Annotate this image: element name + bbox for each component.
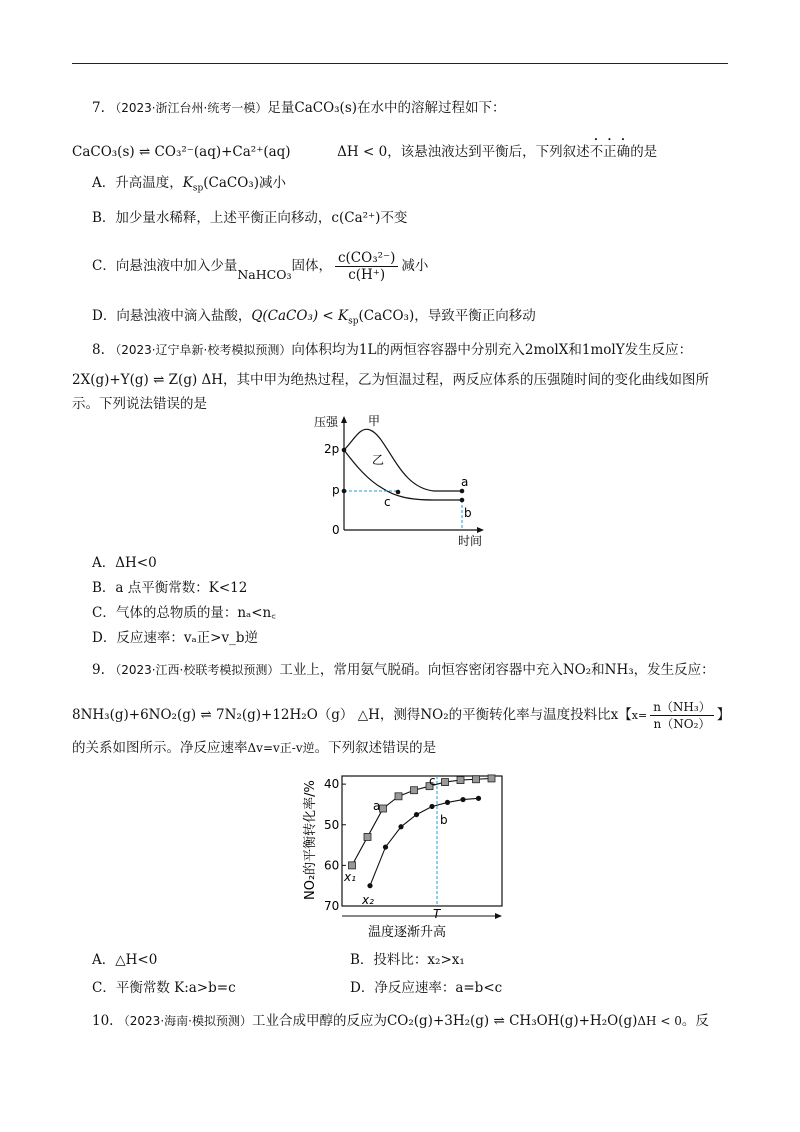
q9-option-b: B．投料比：x₂>x₁ [350, 952, 465, 968]
q7-c-fraction [335, 250, 398, 283]
q7-option-d [92, 306, 536, 332]
q9-x-arrowhead [495, 913, 502, 919]
q8-option-a: A．ΔH<0 [92, 555, 157, 571]
q9-y-tick-label: 70 [324, 899, 340, 913]
q7-c-tail: 减小 [401, 258, 429, 274]
q9-data-point-1 [488, 775, 495, 782]
q10-source: （2023·海南·模拟预测） [117, 1014, 252, 1028]
q9-data-point-2 [367, 883, 372, 888]
q8-y-arrow [341, 416, 347, 423]
q7-option-a [92, 173, 286, 199]
q9-option-d: D．净反应速率：a=b<c [350, 980, 503, 996]
q9-rate-eq: Δv=v正-v逆 [247, 741, 315, 755]
q8-point-b [460, 498, 465, 503]
q8-y-label: 压强 [314, 415, 339, 429]
q10-dh: ΔH < 0 [637, 1014, 682, 1028]
q9-series-line-1 [352, 778, 492, 865]
q9-stem3-end: 。下列叙述错误的是 [314, 740, 437, 756]
q9-data-point-1 [364, 833, 371, 840]
q7-d-math2: (CaCO₃) [358, 308, 415, 324]
q10-stem1: 工业合成甲醇的反应为 [251, 1013, 387, 1029]
q9-data-point-2 [429, 804, 434, 809]
q7-intro-b: 在水中的溶解过程如下： [357, 100, 506, 116]
q9-data-point-2 [414, 812, 419, 817]
q9-label-x1: x₁ [344, 870, 356, 884]
q8-label-jia: 甲 [368, 414, 381, 428]
q7-d-tail: ，导致平衡正向移动 [414, 308, 536, 324]
q9-stem3: 的关系如图所示。净反应速率 [72, 740, 248, 756]
q7-equation: CaCO₃(s) ⇌ CO₃²⁻(aq)+Ca²⁺(aq) [72, 144, 291, 160]
q10-tail: 。反 [681, 1013, 709, 1029]
q7-c-chem: NaHCO₃ [237, 267, 292, 282]
q7-option-b [92, 208, 407, 228]
q9-data-point-1 [395, 793, 402, 800]
q7-source: （2023·浙江台州·统考一模） [109, 101, 268, 115]
q7-line2 [72, 136, 657, 162]
q9-T-label: T [433, 907, 441, 921]
q8-stem3: 示。下列说法错误的是 [72, 396, 207, 412]
q8-pressure-graph [310, 412, 510, 550]
q9-y-tick-label: 60 [324, 858, 340, 873]
q9-frac-num: n（NH₃） [650, 699, 714, 716]
q9-option-c: C．平衡常数 K:a>b=c [92, 980, 236, 996]
q7-a-sub: sp [192, 183, 204, 194]
q9-data-point-1 [457, 777, 464, 784]
q9-number: 9. [92, 662, 105, 678]
q7-a-lead: A．升高温度， [92, 175, 183, 191]
q9-stem1: 工业上，常用氨气脱硝。向恒容密闭容器中充入NO₂和NH₃，发生反应： [279, 662, 715, 678]
q7-b-math: c(Ca²⁺) [331, 210, 381, 226]
q7-intro: 足量 [267, 100, 295, 116]
q7-number: 7. [92, 100, 105, 116]
q8-label-c: c [384, 495, 391, 509]
q9-label-x2: x₂ [362, 893, 374, 907]
q10-equation: CO₂(g)+3H₂(g) ⇌ CH₃OH(g)+H₂O(g) [386, 1013, 638, 1029]
q8-label-yi: 乙 [372, 453, 385, 467]
q9-data-point-1 [380, 805, 387, 812]
q7-d-lead: D．向悬浊液中滴入盐酸， [92, 308, 252, 324]
q8-option-c: C．气体的总物质的量：nₐ<n꜀ [92, 605, 276, 621]
q9-option-a: A．△H<0 [92, 952, 158, 968]
q7-c-mid: 固体， [291, 258, 332, 274]
q7-c-num: c(CO₃²⁻) [335, 250, 398, 267]
q9-data-point-1 [411, 787, 418, 794]
q8-label-a: a [461, 475, 469, 489]
q9-y-tick-label: 50 [324, 817, 340, 832]
q9-label-a: a [373, 799, 381, 813]
q7-c-lead: C．向悬浊液中加入少量 [92, 258, 238, 274]
q8-x-label: 时间 [458, 534, 483, 548]
q9-data-point-2 [460, 797, 465, 802]
q9-conversion-chart [290, 764, 520, 944]
q8-tick-2p: 2p [324, 442, 340, 456]
q8-stem2: 2X(g)+Y(g) ⇌ Z(g) ΔH，其中甲为绝热过程，乙为恒温过程，两反应体系的压强随时间的变化曲线如图所 [72, 372, 710, 388]
q8-tick-p: p [332, 483, 340, 497]
q9-x-eq: x= [631, 709, 648, 722]
q8-curve-yi [344, 450, 462, 500]
q9-equation: 8NH₃(g)+6NO₂(g) ⇌ 7N₂(g)+12H₂O（g） [72, 707, 354, 723]
q9-line1 [92, 660, 715, 680]
q8-start-point [342, 448, 347, 453]
q9-frac-den: n（NO₂） [653, 717, 711, 731]
q8-number: 8. [92, 342, 105, 358]
q8-source: （2023·辽宁阜新·校考模拟预测） [109, 343, 292, 357]
q7-c-den: c(H⁺) [348, 267, 386, 283]
q9-bracket-end: 】 [716, 707, 731, 723]
q7-line1 [92, 98, 506, 118]
q10-number: 10. [92, 1013, 114, 1029]
q9-fraction [650, 699, 714, 732]
q9-data-point-1 [442, 779, 449, 786]
q9-y-tick-label: 40 [324, 777, 340, 792]
q8-option-d: D．反应速率：vₐ正>v_b逆 [92, 630, 258, 646]
q7-a-tail: 减小 [258, 175, 286, 191]
q9-plot-frame [342, 776, 502, 906]
q9-x-label: 温度逐渐升高 [368, 925, 447, 940]
q9-data-point-2 [383, 844, 388, 849]
q9-stem2: △H，测得NO₂的平衡转化率与温度投料比x【 [357, 707, 632, 723]
q9-data-point-2 [398, 824, 403, 829]
q10-line1 [92, 1011, 709, 1031]
q7-stem-end: 的是 [630, 144, 658, 160]
q8-label-b: b [464, 506, 472, 520]
q8-tick-0: 0 [332, 523, 340, 537]
q9-y-label: NO₂的平衡转化率/% [303, 780, 318, 900]
q8-p-point [342, 489, 347, 494]
q9-data-point-1 [473, 776, 480, 783]
q7-option-c [92, 248, 428, 284]
q7-d-math: Q(CaCO₃) < K [251, 308, 349, 324]
q9-data-point-2 [476, 796, 481, 801]
q9-label-b: b [440, 813, 448, 827]
q8-stem1: 向体积均为1L的两恒容容器中分别充入2molX和1molY发生反应： [291, 342, 693, 358]
q7-b-lead: B．加少量水稀释，上述平衡正向移动， [92, 210, 332, 226]
q7-emphasis: 不正确 [589, 144, 631, 160]
q8-point-a [460, 489, 465, 494]
q7-b-tail: 不变 [380, 210, 408, 226]
q9-line3 [72, 738, 436, 758]
q7-a-k: K [182, 175, 193, 191]
q7-d-sub: sp [348, 316, 359, 327]
q8-point-c [396, 490, 401, 495]
q7-dh: ΔH < 0 [337, 144, 388, 160]
q8-line1 [92, 340, 692, 360]
header-rule [72, 63, 728, 64]
q7-chem: CaCO₃(s) [294, 100, 358, 116]
q9-label-c: c [429, 774, 436, 788]
q8-option-b: B．a 点平衡常数：K<12 [92, 580, 248, 596]
q9-data-point-1 [349, 862, 356, 869]
q7-a-chem: (CaCO₃) [203, 175, 259, 191]
q8-x-arrow [477, 527, 484, 533]
q9-source: （2023·江西·校联考模拟预测） [109, 663, 280, 677]
q9-line2 [72, 697, 730, 734]
q8-curve-jia [344, 429, 462, 491]
q9-data-point-2 [445, 800, 450, 805]
q7-stem: ，该悬浊液达到平衡后，下列叙述 [387, 144, 590, 160]
